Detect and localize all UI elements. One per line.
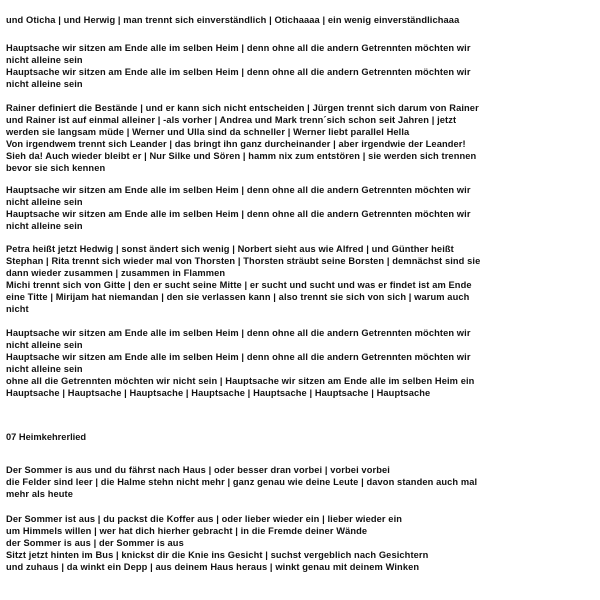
lyric-line: Stephan | Rita trennt sich wieder mal von Thorsten | Thorsten sträubt seine Borsten | demnächst sind sie	[6, 256, 481, 266]
lyric-line: und Rainer ist auf einmal alleiner | -als vorher | Andrea und Mark trenn´sich schon seit Jahren | jetzt	[6, 115, 457, 125]
lyric-line: eine Titte | Mirijam hat niemandan | den sie verlassen kann | also trennt sie sich von sich | warum auch	[6, 292, 470, 302]
lyric-line: Hauptsache wir sitzen am Ende alle im selben Heim | denn ohne all die andern Getrennten möchten wir	[6, 328, 471, 338]
lyric-line: Hauptsache wir sitzen am Ende alle im selben Heim | denn ohne all die andern Getrennten möchten wir	[6, 352, 471, 362]
lyric-line: mehr als heute	[6, 489, 74, 499]
lyric-line: bevor sie sich kennen	[6, 163, 106, 173]
lyric-line: um Himmels willen | wer hat dich hierher gebracht | in die Fremde deiner Wände	[6, 526, 368, 536]
lyric-line: Der Sommer is aus und du fährst nach Haus | oder besser dran vorbei | vorbei vorbei	[6, 465, 390, 475]
lyric-line: Hauptsache wir sitzen am Ende alle im selben Heim | denn ohne all die andern Getrennten möchten wir	[6, 43, 471, 53]
lyric-line: Hauptsache wir sitzen am Ende alle im selben Heim | denn ohne all die andern Getrennten möchten wir	[6, 209, 471, 219]
lyric-line: nicht alleine sein	[6, 364, 83, 374]
song-title: 07 Heimkehrerlied	[6, 432, 87, 442]
lyric-line: Der Sommer ist aus | du packst die Koffer aus | oder lieber wieder ein | lieber wieder ein	[6, 514, 403, 524]
lyric-line: der Sommer is aus | der Sommer is aus	[6, 538, 184, 548]
lyric-line: Michi trennt sich von Gitte | den er sucht seine Mitte | er sucht und sucht und was er findet ist am Ende	[6, 280, 472, 290]
lyric-line: Hauptsache wir sitzen am Ende alle im selben Heim | denn ohne all die andern Getrennten möchten wir	[6, 185, 471, 195]
lyric-line: ohne all die Getrennten möchten wir nicht sein | Hauptsache wir sitzen am Ende alle im selben Heim ein	[6, 376, 475, 386]
lyric-line: Sieh da! Auch wieder bleibt er | Nur Silke und Sören | hamm nix zum entstören | sie werden sich trennen	[6, 151, 477, 161]
lyric-line: nicht alleine sein	[6, 55, 83, 65]
lyric-line: Hauptsache | Hauptsache | Hauptsache | Hauptsache | Hauptsache | Hauptsache | Hauptsache	[6, 388, 431, 398]
lyric-line: nicht	[6, 304, 29, 314]
lyric-line: und zuhaus | da winkt ein Depp | aus deinem Haus heraus | winkt genau mit deinem Winken	[6, 562, 420, 572]
lyric-line: Von irgendwem trennt sich Leander | das bringt ihn ganz durcheinander | aber irgendwie der Leander!	[6, 139, 466, 149]
lyric-line: und Oticha | und Herwig | man trennt sich einverständlich | Otichaaaa | ein wenig einverständlichaaa	[6, 15, 460, 25]
lyric-line: Petra heißt jetzt Hedwig | sonst ändert sich wenig | Norbert sieht aus wie Alfred | und Günther heißt	[6, 244, 454, 254]
lyric-line: dann wieder zusammen | zusammen in Flammen	[6, 268, 226, 278]
lyric-line: nicht alleine sein	[6, 340, 83, 350]
lyric-line: Rainer definiert die Bestände | und er kann sich nicht entscheiden | Jürgen trennt sich darum von Rainer	[6, 103, 479, 113]
lyric-line: die Felder sind leer | die Halme stehn nicht mehr | ganz genau wie deine Leute | davon standen auch mal	[6, 477, 478, 487]
lyric-line: Sitzt jetzt hinten im Bus | knickst dir die Knie ins Gesicht | suchst vergeblich nach Gesichtern	[6, 550, 429, 560]
lyric-line: werden sie langsam müde | Werner und Ulla sind da schneller | Werner liebt parallel Hella	[6, 127, 410, 137]
lyric-line: Hauptsache wir sitzen am Ende alle im selben Heim | denn ohne all die andern Getrennten möchten wir	[6, 67, 471, 77]
lyric-line: nicht alleine sein	[6, 79, 83, 89]
lyric-line: nicht alleine sein	[6, 221, 83, 231]
lyric-line: nicht alleine sein	[6, 197, 83, 207]
